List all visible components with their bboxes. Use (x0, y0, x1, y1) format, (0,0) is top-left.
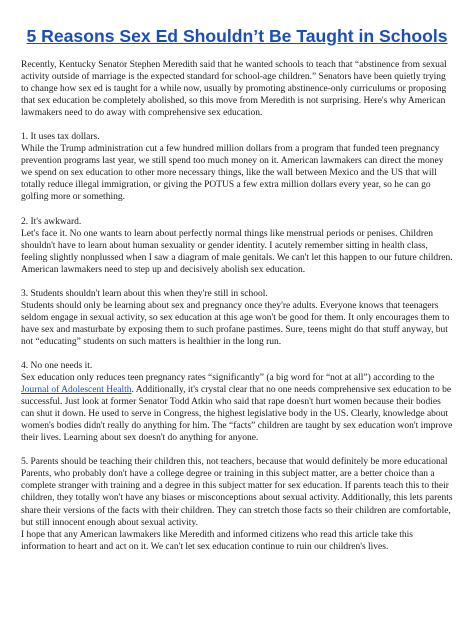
section-1-heading: 1. It uses tax dollars. (21, 132, 100, 143)
closing-paragraph: I hope that any American lawmakers like Meredith and informed citizens who read this article take this information to heart and act on it. We can't let sex education continue to ruin our children's lives. (21, 529, 414, 552)
journal-link[interactable]: Journal of Adolescent Health (21, 385, 132, 396)
section-4-body-pre: Sex education only reduces teen pregnancy rates “significantly” (a big word for “not at all”) according to the (21, 373, 435, 384)
section-1-body: While the Trump administration cut a few hundred million dollars from a program that funded teen pregnancy prevention programs last year, we still spend too much money on it. American lawmakers can direct the money we spend on sex education to other more necessary things, like the wall between Mexico and the US that will totally reduce illegal immigration, or giving the POTUS a few extra million dollars every year, so he can go golfing more or something. (21, 144, 444, 203)
section-4-body (21, 372, 453, 444)
section-3-heading: 3. Students shouldn't learn about this when they're still in school. (21, 288, 268, 299)
section-4-body-post: . Additionally, it's crystal clear that no one needs comprehensive sex education to be successful. Just look at former Senator Todd Atkin who said that rape doesn't hurt women because their bodies can shut it down. He used to serve in Congress, the highest legislative body in the US. Clearly, knowledge about women's bodies didn't really do anything for him. The “facts” children are taught by sex education won't improve their lives. Learning about sex doesn't do anything for anyone. (21, 385, 453, 444)
section-4-heading: 4. No one needs it. (21, 360, 93, 371)
article-title: 5 Reasons Sex Ed Shouldn’t Be Taught in Schools (26, 26, 448, 46)
section-3-body: Students should only be learning about sex and pregnancy once they're adults. Everyone knows that teenagers seldom engage in sexual activity, so sex education at this age won't be good for them. It only encourages them to have sex and masturbate by exposing them to such profane pastimes. Sure, teens might do that stuff anyway, but not “educating” students on such matters is healthier in the long run. (21, 300, 450, 347)
intro-paragraph: Recently, Kentucky Senator Stephen Meredith said that he wanted schools to teach that “abstinence from sexual activity outside of marriage is the expected standard for school-age children.” Senators have been quietly trying to change how sex ed is taught for a while now, usually by promoting abstinence-only curriculums or proposing that sex education be completely abolished, so this move from Meredith is not surprising. Here's why American lawmakers need to do away with comprehensive sex education. (21, 60, 447, 119)
section-5-body: Parents, who probably don't have a college degree or training in this subject matter, are a better choice than a complete stranger with training and a degree in this subject matter for sex education. If parents teach this to their children, they totally won't have any biases or misconceptions about sexual activity. Additionally, this lets parents share their versions of the facts with their children. They can stretch those facts so their children are comfortable, but still innocent enough about sexual activity. (21, 469, 453, 528)
section-2-heading: 2. It's awkward. (21, 216, 82, 227)
section-2-body: Let's face it. No one wants to learn about perfectly normal things like menstrual periods or penises. Children shouldn't have to learn about human sexuality or gender identity. I acutely remember sitting in health class, feeling slightly nonplussed when I saw a diagram of male genitals. We can't let this happen to our future children. American lawmakers need to step up and decisively abolish sex education. (21, 228, 453, 275)
section-5-heading: 5. Parents should be teaching their children this, not teachers, because that would definitely be more educational (21, 457, 448, 468)
